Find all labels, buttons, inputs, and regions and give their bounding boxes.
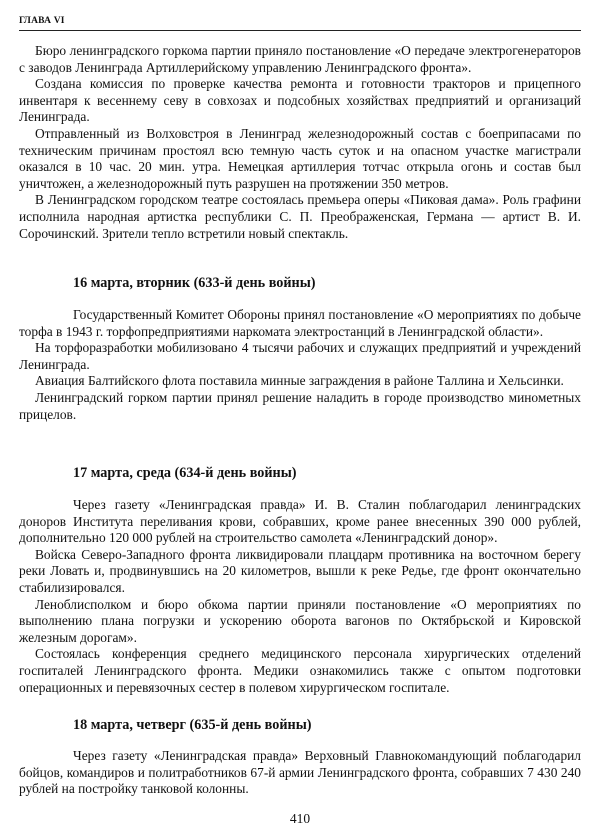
paragraph: Бюро ленинградского горкома партии приняло постановление «О передаче электрогенераторов с заводов Ленинграда Артиллерийскому управлению Ленинградского фронта». <box>19 43 581 75</box>
section-heading-march-18: 18 марта, четверг (635-й день войны) <box>73 717 312 733</box>
paragraph: Отправленный из Волховстроя в Ленинград железнодорожный состав с боеприпасами по техническим причинам простоял всю темную часть суток и на опасном участке магистрали оказался в 10 час. 20 мин. утра. Немецкая артиллерия тотчас открыла огонь и состав был уничтожен, а железнодорожный путь разрушен на протяжении 350 метров. <box>19 125 581 191</box>
paragraph: Войска Северо-Западного фронта ликвидировали плацдарм противника на восточном берегу реки Ловать и, продвинувшись на 20 километров, вышли к реке Редье, где фронт окончательно стабилизировался. <box>19 546 581 595</box>
header-rule <box>19 30 581 31</box>
paragraph: Государственный Комитет Обороны принял постановление «О мероприятиях по добыче торфа в 1943 г. торфопредприятиями наркомата электростанций в Ленинградской области». <box>19 307 581 339</box>
paragraph: Через газету «Ленинградская правда» И. В. Сталин поблагодарил ленинградских доноров Института переливания крови, собравших, кроме ранее внесенных 390 000 рублей, дополнительно 120 000 рублей на строительство самолета «Ленинградский донор». <box>19 497 581 546</box>
paragraph: На торфоразработки мобилизовано 4 тысячи рабочих и служащих предприятий и учреждений Ленинграда. <box>19 340 581 372</box>
paragraph: Создана комиссия по проверке качества ремонта и готовности тракторов и прицепного инвентаря к весеннему севу в совхозах и подсобных хозяйствах предприятий и организаций Ленинграда. <box>19 76 581 125</box>
paragraph: Авиация Балтийского флота поставила минные заграждения в районе Таллина и Хельсинки. <box>35 373 564 389</box>
paragraph: Леноблисполком и бюро обкома партии приняли постановление «О мероприятиях по выполнению плана погрузки и ускорению оборота вагонов по Октябрьской и Кировской железным дорогам». <box>19 596 581 645</box>
page-number: 410 <box>289 811 311 826</box>
section-heading-march-17: 17 марта, среда (634-й день войны) <box>73 465 297 481</box>
paragraph: Состоялась конференция среднего медицинского персонала хирургических отделений госпиталей Ленинградского фронта. Медики ознакомились также с опытом подготовки операционных и перевязочных сестер в полевом хирургическом госпитале. <box>19 646 581 695</box>
paragraph: В Ленинградском городском театре состоялась премьера оперы «Пиковая дама». Роль графини исполнила народная артистка республики С. П. Преображенская, Германа — артист В. И. Сорочинский. Зрители тепло встретили новый спектакль. <box>19 192 581 241</box>
section-heading-march-16: 16 марта, вторник (633-й день войны) <box>73 275 316 291</box>
section-text-march-16 <box>19 307 581 423</box>
running-head: ГЛАВА VI <box>19 16 65 26</box>
section-text-march-18 <box>19 748 581 798</box>
paragraph: Через газету «Ленинградская правда» Верховный Главнокомандующий поблагодарил бойцов, командиров и политработников 67-й армии Ленинградского фронта, собравших 7 430 240 рублей на постройку танковой колонны. <box>19 748 581 797</box>
intro-text <box>19 43 581 242</box>
paragraph: Ленинградский горком партии принял решение наладить в городе производство минометных прицелов. <box>19 389 581 422</box>
section-text-march-17 <box>19 497 581 696</box>
